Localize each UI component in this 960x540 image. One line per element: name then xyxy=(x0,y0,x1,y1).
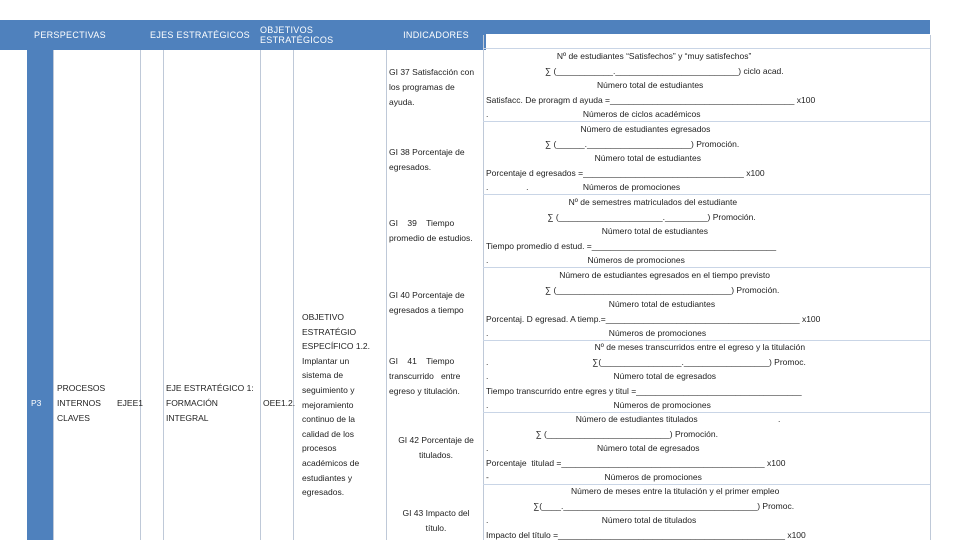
column-divider xyxy=(140,50,141,540)
objective-text: OBJETIVO ESTRATÉGIO ESPECÍFICO 1.2. Implantar un sistema de seguimiento y mejoramiento continuo de la calidad de los procesos académicos de estudiantes y egresados. xyxy=(302,312,371,498)
header-indicadores-label: INDICADORES xyxy=(403,30,469,40)
indicator-name: GI 41 Tiempo transcurrido entre egreso y titulación. xyxy=(389,356,461,396)
perspective-color-bar xyxy=(27,50,53,540)
header-perspectivas-label: PERSPECTIVAS xyxy=(34,30,106,40)
header-perspectivas xyxy=(0,20,140,50)
indicator-formula: Número de estudiantes egresados en el tiempo previsto ∑ (_____________________________________) Promoción. Número total de estudiantes Porcentaj. D egresad. A tiemp.=_________________________________________ x100 . Números de promociones xyxy=(486,270,821,339)
indicator-formula: Nº de meses transcurridos entre el egreso y la titulación . ∑(_________________.__________________) Promoc. . Número total de egresados Tiempo transcurrido entre egres y titul =___________________________________ . Números de promociones xyxy=(486,342,806,411)
axis-code: EJEE1 xyxy=(117,398,143,408)
indicator-name: GI 43 Impacto del título. xyxy=(402,508,470,533)
indicator-formula: Número de estudiantes egresados ∑ (______.______________________) Promoción. Número total de estudiantes Porcentaje d egresados =__________________________________ x100 . . Números de promociones xyxy=(486,124,765,193)
indicator-formula: Número de meses entre la titulación y el primer empleo ∑(____._________________________________________) Promoc. . Número total de titulados Impacto del título =________________________________________________ x100 xyxy=(486,486,806,540)
indicator-formula: Nº de semestres matriculados del estudiante ∑ (______________________._________) Promoción. Número total de estudiantes Tiempo promedio d estud. =_______________________________________ . Números de promociones xyxy=(486,197,777,266)
header-indicadores xyxy=(386,20,486,50)
column-divider xyxy=(163,50,164,540)
indicator-name: GI 37 Satisfacción con los programas de ayuda. xyxy=(389,67,475,107)
indicator-name: GI 42 Porcentaje de titulados. xyxy=(398,435,474,460)
perspective-name: PROCESOS INTERNOS CLAVES xyxy=(57,383,106,423)
indicator-name: GI 38 Porcentaje de egresados. xyxy=(389,147,465,172)
indicator-formula: Nº de estudiantes “Satisfechos” y “muy satisfechos” ∑ (____________.__________________________) ciclo acad. Número total de estudiantes Satisfacc. De proragm d ayuda =_______________________________________ x100 . Números de ciclos académicos xyxy=(486,51,816,120)
header-objetivos xyxy=(260,20,386,50)
header-ejes-label: EJES ESTRATÉGICOS xyxy=(150,30,250,40)
indicator-formula: Número de estudiantes titulados . ∑ (__________________________) Promoción. . Número total de egresados Porcentaje titulad =___________________________________________ x100 - Números de promociones xyxy=(486,414,786,483)
column-divider xyxy=(293,50,294,540)
column-divider xyxy=(260,50,261,540)
column-divider xyxy=(53,50,54,540)
column-divider xyxy=(483,35,484,540)
axis-name: EJE ESTRATÉGICO 1: FORMACIÓN INTEGRAL xyxy=(166,383,254,423)
objective-code: OEE1.2. xyxy=(263,398,296,408)
header-objetivos-label: OBJETIVOS ESTRATÉGICOS xyxy=(260,25,334,45)
header-formulas xyxy=(486,20,930,34)
header-ejes xyxy=(140,20,260,50)
indicator-name: GI 40 Porcentaje de egresados a tiempo xyxy=(389,290,465,315)
perspective-code: P3 xyxy=(31,398,42,408)
column-divider xyxy=(386,50,387,540)
indicator-name: GI 39 Tiempo promedio de estudios. xyxy=(389,218,473,243)
